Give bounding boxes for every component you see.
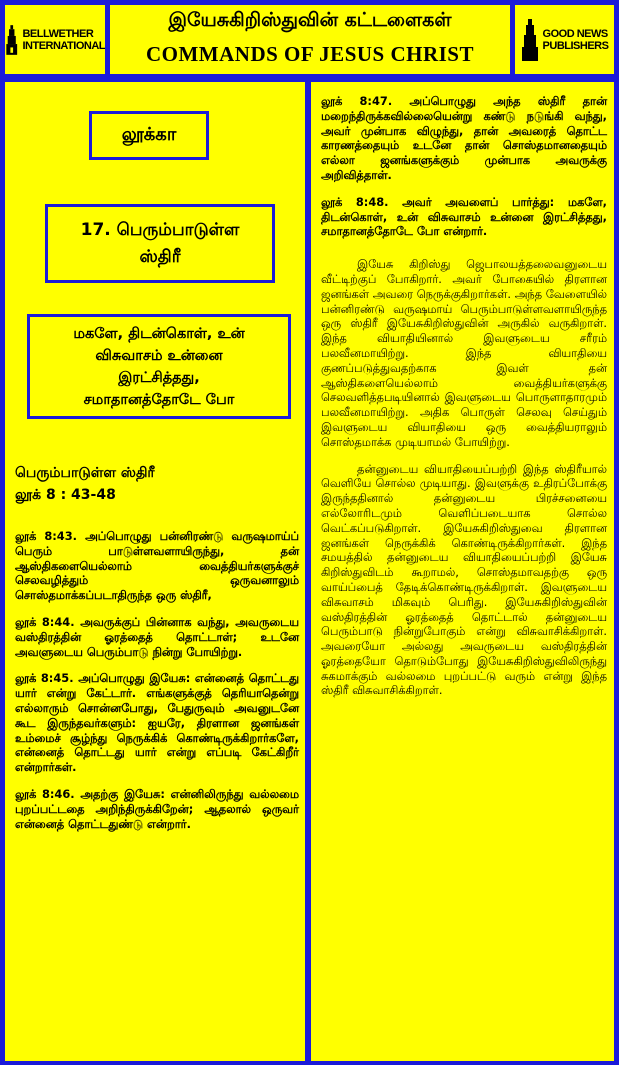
- left-verses: [15, 529, 299, 843]
- commentary-paragraph: தன்னுடைய வியாதியைப்பற்றி இந்த ஸ்திரீயால் வெளியே சொல்ல முடியாது. இவளுக்கு உதிரப்போக்கு இருந்ததினால் தன்னுடைய பிரச்சனையை எல்லோரிடமும் வெளிப்படையாக சொல்ல வெட்கப்படுகிறாள். இயேசுகிறிஸ்துவை திரளான ஜனங்கள் நெருக்கிக் கொண்டிருக்கிறார்கள். இந்த சமயத்தில் தன்னுடைய வியாதியைப்பற்றி இயேசு கிறிஸ்துவிடம் கூறாமல், சொஸ்தமாவதற்கு ஒரு வாய்ப்பைத் தேடிக்கொண்டிருக்கிறாள். இவளுடைய விசுவாசம் மிகவும் பெரிது. இயேசுகிறிஸ்துவின் வஸ்திரத்தின் ஓரத்தைத் தொட்டால் தன்னுடைய பெரும்பாடு நின்றுபோகும் என்று விசுவாசிக்கிறாள். அவரையோ அல்லது அவருடைய வஸ்திரத்தின் ஓரத்தையோ தொடும்போது இயேசுகிறிஸ்துவிலிருந்து சுகமாக்கும் வல்லமை புறப்பட்டு வரும் என்று இந்த ஸ்திரீ விசுவாசிக்கிறாள்.: [321, 461, 607, 698]
- verse-46: லூக் 8:46. அதற்கு இயேசு: என்னிலிருந்து வல்லமை புறப்பட்டதை அறிந்திருக்கிறேன்; ஆதலால் ஒருவர் என்னைத் தொட்டதுண்டு என்றார்.: [15, 786, 299, 831]
- title-english: COMMANDS OF JESUS CHRIST: [145, 42, 474, 66]
- chapter-title: 17. பெரும்பாடுள்ள ஸ்திரீ: [45, 204, 275, 283]
- left-logo: [3, 3, 107, 76]
- verse-45: லூக் 8:45. அப்பொழுது இயேசு: என்னைத் தொட்டது யார் என்று கேட்டார். எங்களுக்குத் தெரியாதென்று எல்லாரும் சொன்னபோது, பேதுருவும் அவனுடனே கூட இருந்தவர்களும்: ஐயரே, திரளான ஜனங்கள் உம்மைச் சூழ்ந்து நெருக்கிக் கொண்டிருக்கிறார்களே, என்னைத் தொட்டது யார் என்று எப்படி கேட்கிறீர் என்றார்கள்.: [15, 671, 299, 775]
- bellwether-tower-icon: [5, 16, 18, 64]
- right-column: [309, 80, 616, 1063]
- right-logo: [513, 3, 616, 76]
- subheading: பெரும்பாடுள்ள ஸ்திரீ லூக் 8 : 43-48: [15, 462, 297, 506]
- right-logo-text: GOOD NEWS PUBLISHERS: [542, 27, 609, 52]
- title-tamil: இயேசுகிறிஸ்துவின் கட்டளைகள்: [168, 9, 452, 31]
- book-title: லூக்கா: [89, 111, 209, 160]
- good-news-tower-icon: [521, 17, 539, 63]
- header-title: [108, 3, 512, 76]
- right-text: [321, 94, 607, 710]
- command-box: மகளே, திடன்கொள், உன் விசுவாசம் உன்னை இரட்சித்தது, சமாதானத்தோடே போ: [27, 314, 291, 419]
- reference: லூக் 8 : 43-48: [15, 487, 116, 503]
- verse-43: லூக் 8:43. அப்பொழுது பன்னிரண்டு வருஷமாய்ப் பெரும் பாடுள்ளவளாயிருந்து, தன் ஆஸ்திகளையெல்லாம் வைத்தியர்களுக்குச் செலவழித்தும் ஒருவனாலும் சொஸ்தமாக்கப்படாதிருந்த ஒரு ஸ்திரீ,: [15, 529, 299, 603]
- verse-48: லூக் 8:48. அவர் அவளைப் பார்த்து: மகளே, திடன்கொள், உன் விசுவாசம் உன்னை இரட்சித்தது, சமாதானத்தோடே போ என்றார்.: [321, 194, 607, 239]
- left-column: [3, 80, 307, 1063]
- verse-47: லூக் 8:47. அப்பொழுது அந்த ஸ்திரீ தான் மறைந்திருக்கவில்லையென்று கண்டு நடுங்கி வந்து, அவர் முன்பாக விழுந்து, தான் அவரைத் தொட்ட காரணத்தையும் உடனே தான் சொஸ்தமானதையும் எல்லா ஜனங்களுக்கும் முன்பாக அவருக்கு அறிவித்தாள்.: [321, 94, 607, 182]
- left-logo-text: BELLWETHER INTERNATIONAL: [22, 27, 105, 52]
- verse-44: லூக் 8:44. அவருக்குப் பின்னாக வந்து, அவருடைய வஸ்திரத்தின் ஓரத்தைத் தொட்டாள்; உடனே அவளுடைய பெரும்பாடு நின்று போயிற்று.: [15, 614, 299, 659]
- commentary-paragraph: இயேசு கிறிஸ்து ஜெபாலயத்தலைவனுடைய வீட்டிற்குப் போகிறார். அவர் போகையில் திரளான ஜனங்கள் அவரை நெருக்குகிறார்கள். அந்த வேளையில் பன்னிரண்டு வருஷமாய் பெரும்பாடுள்ளவளாயிருந்த ஒரு ஸ்திரீ இயேசுகிறிஸ்துவின் அருகில் வருகிறாள். இந்த வியாதியினால் இவளுடைய சரீரம் பலவீனமாயிற்று. இந்த வியாதியை குணப்படுத்துவதற்காக இவள் தன் ஆஸ்திகளையெல்லாம் வைத்தியர்களுக்கு செலவளித்தபடியினால் இவளுடைய பொருளாதாரமும் பலவீனமாயிற்று. அதிக பொருள் செலவு செய்தும் இவளுடைய வியாதியை ஒரு வைத்தியராலும் சொஸ்தமாக்க முடியாமல் போயிற்று.: [321, 257, 607, 449]
